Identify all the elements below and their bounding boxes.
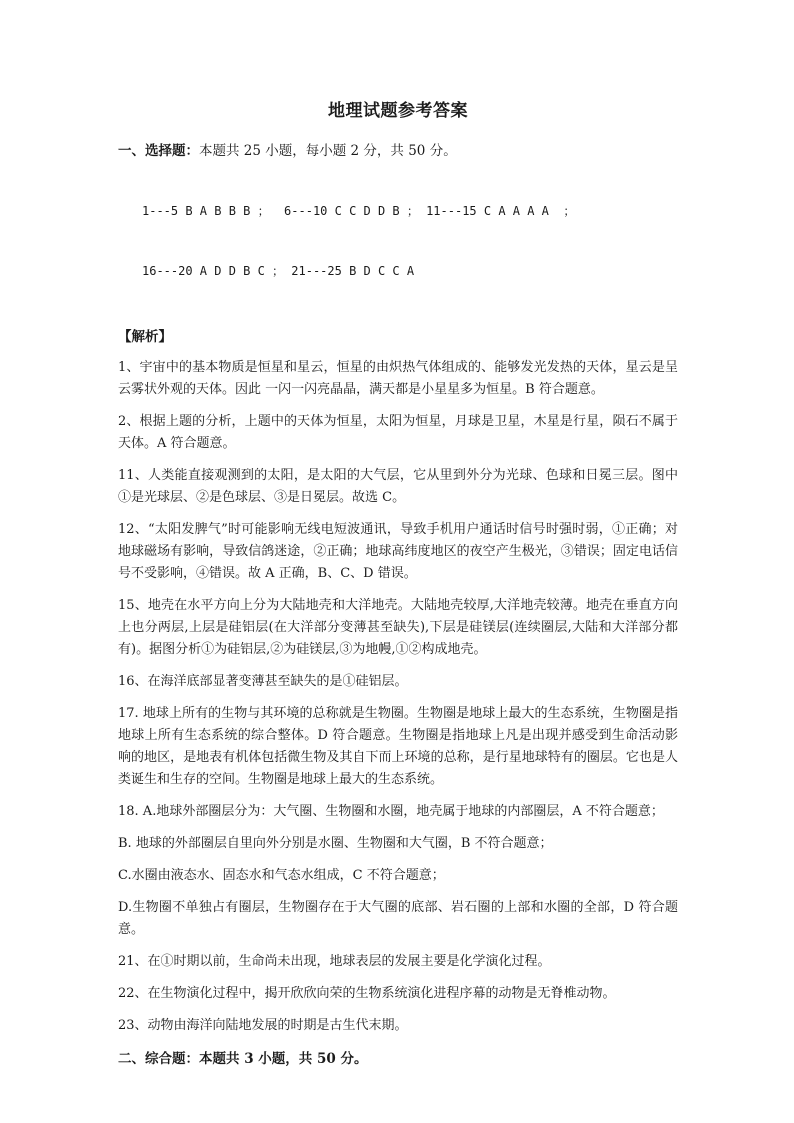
answer-line-1: 1---5 B A B B B ； 6---10 C C D D B ； 11---15 C A A A A ；	[142, 203, 576, 218]
analysis-paragraph: 22、在生物演化过程中，揭开欣欣向荣的生物系统演化进程序幕的动物是无脊椎动物。	[118, 985, 616, 1001]
section1-desc: 本题共 25 小题，每小题 2 分，共 50 分。	[199, 143, 457, 159]
section2-heading: 二、综合题：本题共 3 小题，共 50 分。	[118, 1050, 368, 1067]
analysis-paragraph: 16、在海洋底部显著变薄甚至缺失的是①硅铝层。	[118, 673, 408, 689]
analysis-body	[118, 357, 678, 1037]
analysis-paragraph: 2、根据上题的分析，上题中的天体为恒星，太阳为恒星，月球是卫星，木星是行星，陨石不属于天体。A 符合题意。	[118, 413, 678, 451]
section1-label: 一、选择题：	[118, 143, 199, 159]
analysis-paragraph: 18. A.地球外部圈层分为：大气圈、生物圈和水圈，地壳属于地球的内部圈层，A 不符合题意；	[118, 803, 664, 819]
page-title: 地理试题参考答案	[328, 101, 468, 121]
analysis-paragraph: 15、地壳在水平方向上分为大陆地壳和大洋地壳。大陆地壳较厚,大洋地壳较薄。地壳在垂直方向上也分两层,上层是硅铝层(在大洋部分变薄甚至缺失),下层是硅镁层(连续圈层,大陆和大洋部分都有)。据图分析①为硅铝层,②为硅镁层,③为地幔,①②构成地壳。	[118, 597, 678, 657]
section1-heading	[118, 141, 678, 163]
analysis-paragraph: D.生物圈不单独占有圈层，生物圈存在于大气圈的底部、岩石圈的上部和水圈的全部，D 符合题意。	[118, 899, 678, 937]
analysis-paragraph: B. 地球的外部圈层自里向外分别是水圈、生物圈和大气圈，B 不符合题意；	[118, 835, 553, 851]
analysis-paragraph: 1、宇宙中的基本物质是恒星和星云，恒星的由炽热气体组成的、能够发光发热的天体，星云是呈云雾状外观的天体。因此 一闪一闪亮晶晶，满天都是小星星多为恒星。B 符合题意。	[118, 359, 678, 397]
analysis-paragraph: C.水圈由液态水、固态水和气态水组成，C 不符合题意；	[118, 867, 445, 883]
analysis-paragraph: 11、人类能直接观测到的太阳，是太阳的大气层，它从里到外分为光球、色球和日冕三层。图中①是光球层、②是色球层、③是日冕层。故选 C。	[118, 467, 678, 505]
analysis-paragraph: 17. 地球上所有的生物与其环境的总称就是生物圈。生物圈是地球上最大的生态系统，生物圈是指地球上所有生态系统的综合整体。D 符合题意。生物圈是指地球上凡是出现并感受到生命活动影响的地区，是地表有机体包括微生物及其自下而上环境的总称，是行星地球特有的圈层。它也是人类诞生和生存的空间。生物圈是地球上最大的生态系统。	[118, 705, 678, 787]
analysis-heading: 【解析】	[118, 328, 172, 345]
analysis-paragraph: 21、在①时期以前，生命尚未出现，地球表层的发展主要是化学演化过程。	[118, 953, 551, 969]
analysis-paragraph: 12、“太阳发脾气”时可能影响无线电短波通讯，导致手机用户通话时信号时强时弱，①正确；对地球磁场有影响，导致信鸽迷途，②正确；地球高纬度地区的夜空产生极光，③错误；固定电话信号不受影响，④错误。故 A 正确，B、C、D 错误。	[118, 521, 678, 581]
answer-line-2: 16---20 A D D B C ； 21---25 B D C C A	[142, 263, 415, 278]
analysis-paragraph: 23、动物由海洋向陆地发展的时期是古生代末期。	[118, 1017, 408, 1033]
answer-document	[118, 96, 678, 1067]
answer-key	[142, 181, 678, 325]
